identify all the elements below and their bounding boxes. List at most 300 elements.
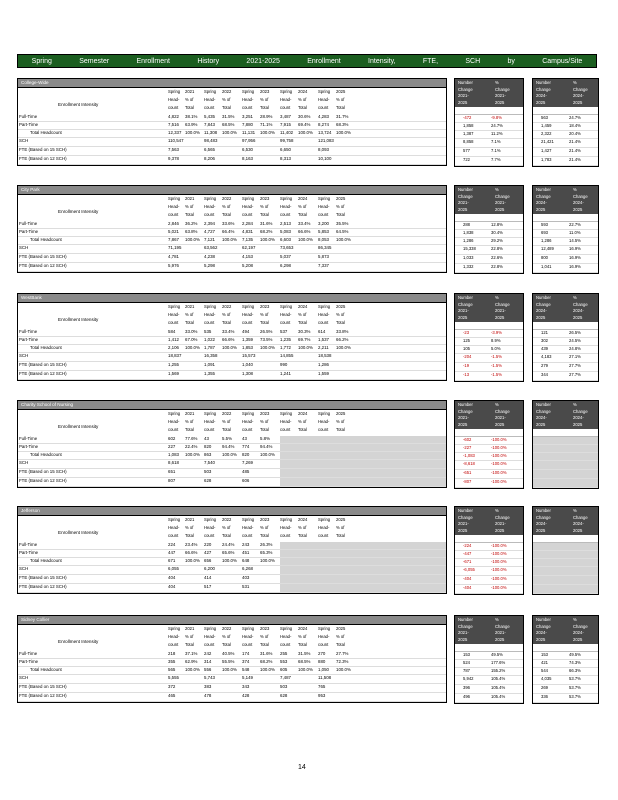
row-label: FTE (Based on 12 SCH) <box>19 371 67 376</box>
change-header-label: Number <box>536 187 551 192</box>
change-header-label: Change <box>573 86 588 92</box>
spacer <box>455 644 523 652</box>
change-row <box>455 148 523 157</box>
column-header: count <box>318 212 329 217</box>
column-header: Total <box>222 642 231 647</box>
cell-value: 68.5% <box>298 659 311 664</box>
change-header-label: 2021- <box>495 200 506 205</box>
column-header: % of <box>260 525 269 530</box>
cell-value: 243 <box>242 542 250 547</box>
cell-value: 1,083 <box>168 452 179 457</box>
change-value: 22.8% <box>491 246 503 251</box>
row-label: Part-Time <box>19 337 39 342</box>
cell-value: 2,513 <box>280 221 291 226</box>
change-header <box>533 186 598 214</box>
change-header-label: Change <box>536 86 551 92</box>
change-header-label: Number <box>536 508 551 513</box>
column-header: 2022 <box>222 517 232 522</box>
change-header-label: 2025 <box>536 99 546 105</box>
change-row <box>455 346 523 354</box>
cell-value: 63,562 <box>204 245 218 250</box>
change-header-label: % <box>573 80 577 85</box>
table-header <box>18 303 446 329</box>
cell-value: 7,269 <box>242 460 253 465</box>
column-header: % of <box>336 312 345 317</box>
cell-value: 774 <box>242 444 250 449</box>
spacer <box>455 214 523 222</box>
column-header: Head- <box>168 634 180 639</box>
cell-value: 4,153 <box>242 254 253 259</box>
column-header: % of <box>222 204 231 209</box>
column-header: Spring <box>318 517 331 522</box>
change-value: 2,322 <box>541 131 552 136</box>
change-header-label: Change <box>573 514 588 520</box>
change-header-label: % <box>573 187 577 192</box>
cell-value: 11,131 <box>242 130 256 135</box>
change-value: -8,618 <box>463 461 475 466</box>
row-label: FTE (Based on 12 SCH) <box>19 478 67 483</box>
column-header: % of <box>336 525 345 530</box>
column-header: Total <box>222 427 231 432</box>
table-row <box>18 542 446 550</box>
change-row <box>455 131 523 139</box>
change-value: 12.8% <box>491 222 503 227</box>
column-header: Spring <box>242 304 255 309</box>
cell-value: 270 <box>318 651 326 656</box>
column-header: Total <box>336 212 345 217</box>
change-value: 1,286 <box>463 238 474 243</box>
cell-value: 1,853 <box>242 345 253 350</box>
change-value: 787 <box>463 668 470 673</box>
change-row <box>533 437 598 445</box>
cell-value: 6,055 <box>168 566 179 571</box>
change-header-label: Change <box>536 514 551 520</box>
change-header-label: 2024- <box>573 415 584 420</box>
change-header-label: % <box>495 187 499 192</box>
empty-cells <box>280 436 446 443</box>
column-header: Total <box>298 427 307 432</box>
row-label: SCH <box>19 675 29 680</box>
cell-value: 343 <box>242 684 250 689</box>
cell-value: 26.5% <box>260 329 273 334</box>
cell-value: 8,206 <box>204 156 215 161</box>
change-header-label: Change <box>495 623 510 629</box>
change-value: 16.9% <box>569 246 581 251</box>
section-title: City Park <box>18 186 446 195</box>
cell-value: 5.8% <box>260 436 271 441</box>
cell-value: 404 <box>168 584 176 589</box>
column-header: % of <box>185 525 194 530</box>
change-row <box>455 585 523 594</box>
change-row <box>533 479 598 488</box>
cell-value: 1,559 <box>318 371 329 376</box>
change-row <box>533 660 598 668</box>
change-value: 421 <box>541 660 548 665</box>
change-row <box>455 685 523 694</box>
column-header: Head- <box>318 97 330 102</box>
row-label: Total Headcount <box>30 558 62 563</box>
row-label: FTE (Based on 15 SCH) <box>19 362 67 367</box>
cell-value: 7,843 <box>204 122 215 127</box>
change-header-label: Number <box>458 402 473 407</box>
cell-value: 372 <box>168 684 176 689</box>
change-value: 288 <box>463 222 470 227</box>
empty-cells <box>280 558 446 565</box>
column-header: count <box>168 320 179 325</box>
cell-value: 10,100 <box>318 156 332 161</box>
cell-value: 31.5% <box>222 114 235 119</box>
cell-value: 1,412 <box>168 337 179 342</box>
column-header: Total <box>298 642 307 647</box>
change-header-label: Change <box>536 408 551 414</box>
change-header-label: 2025 <box>495 527 505 533</box>
cell-value: 8,093 <box>318 147 329 152</box>
column-header: % of <box>222 634 231 639</box>
cell-value: 66.6% <box>185 550 198 555</box>
row-label: FTE (Based on 15 SCH) <box>19 254 67 259</box>
column-header: 2024 <box>298 411 308 416</box>
cell-value: 628 <box>280 693 288 698</box>
cell-value: 3,251 <box>242 114 253 119</box>
column-header: Head- <box>242 204 254 209</box>
cell-value: 99,758 <box>280 138 294 143</box>
title-word: 2021-2025 <box>246 58 280 65</box>
column-header: Spring <box>168 89 181 94</box>
change-2021-2025-table <box>454 615 524 704</box>
cell-value: 86,345 <box>318 245 332 250</box>
change-value: 279 <box>541 363 548 368</box>
column-header: Total <box>336 533 345 538</box>
cell-value: 863 <box>204 452 212 457</box>
cell-value: 537 <box>280 329 288 334</box>
cell-value: 5,555 <box>168 675 179 680</box>
main-table <box>17 506 447 594</box>
cell-value: 6,603 <box>280 237 291 242</box>
column-header: 2023 <box>260 89 270 94</box>
change-value: 1,033 <box>463 255 474 260</box>
change-header-label: Number <box>458 187 473 192</box>
change-value: 22.8% <box>491 264 503 269</box>
cell-value: 1,235 <box>280 337 291 342</box>
column-header: count <box>280 105 291 110</box>
change-value: 153 <box>541 652 548 657</box>
cell-value: 428 <box>242 693 250 698</box>
section-title: Charity School of Nursing <box>18 401 446 410</box>
change-header-label: 2025 <box>536 206 546 212</box>
change-header-label: 2024- <box>536 415 547 420</box>
change-value: -23 <box>463 330 470 335</box>
title-word: Enrollment <box>136 58 170 65</box>
cell-value: 5,149 <box>242 675 253 680</box>
change-value: 105.4% <box>491 685 506 690</box>
cell-value: 100.0% <box>336 237 351 242</box>
change-value: 49.5% <box>491 652 503 657</box>
cell-value: 100.0% <box>260 452 275 457</box>
column-header: Head- <box>204 419 216 424</box>
cell-value: 100.0% <box>298 667 313 672</box>
cell-value: 255 <box>280 651 288 656</box>
change-header-label: 2024- <box>536 630 547 635</box>
cell-value: 68.2% <box>260 229 273 234</box>
change-value: 1,387 <box>463 131 474 136</box>
change-value: 577 <box>463 148 470 153</box>
change-header-label: % <box>495 617 499 622</box>
cell-value: 485 <box>242 469 250 474</box>
change-value: 344 <box>541 372 548 377</box>
cell-value: 43 <box>204 436 209 441</box>
column-header: Head- <box>168 525 180 530</box>
change-value: 16.9% <box>569 255 581 260</box>
cell-value: 174 <box>242 651 250 656</box>
change-header-label: Change <box>458 193 473 199</box>
change-row <box>455 139 523 148</box>
cell-value: 8,163 <box>242 156 253 161</box>
change-value: 24.8% <box>569 346 581 351</box>
column-header: % of <box>260 97 269 102</box>
change-row <box>455 551 523 559</box>
table-row <box>18 693 446 702</box>
cell-value: 100.0% <box>260 667 275 672</box>
change-value: 105 <box>463 346 470 351</box>
column-header: Head- <box>204 97 216 102</box>
row-label: Part-Time <box>19 550 39 555</box>
table-row <box>18 221 446 229</box>
empty-cells <box>280 478 446 486</box>
cell-value: 100.0% <box>185 452 200 457</box>
change-value: 21.4% <box>569 157 581 162</box>
column-header: 2021 <box>185 626 195 631</box>
change-row <box>533 543 598 551</box>
change-header-label: % <box>573 508 577 513</box>
change-row <box>533 461 598 470</box>
change-value: -100.0% <box>491 576 507 581</box>
cell-value: 220 <box>204 542 212 547</box>
column-header: Head- <box>242 97 254 102</box>
column-header: Spring <box>242 411 255 416</box>
table-row <box>18 675 446 684</box>
change-value: -100.0% <box>491 470 507 475</box>
table-row <box>18 245 446 254</box>
title-word: History <box>197 58 220 65</box>
empty-cells <box>280 542 446 549</box>
change-value: 121 <box>541 330 548 335</box>
change-value: 524 <box>463 660 470 665</box>
cell-value: 628 <box>204 478 212 483</box>
table-row <box>18 353 446 362</box>
row-label: Full-Time <box>19 542 38 547</box>
cell-value: 4,238 <box>204 254 215 259</box>
cell-value: 66.4% <box>222 229 235 234</box>
column-header: 2025 <box>336 304 346 309</box>
column-header: % of <box>185 204 194 209</box>
change-value: 269 <box>541 685 548 690</box>
column-header: Spring <box>280 196 293 201</box>
column-header: Spring <box>280 626 293 631</box>
change-value: -6,055 <box>463 567 475 572</box>
change-2024-2025-table <box>532 615 599 704</box>
cell-value: 30.6% <box>298 114 311 119</box>
change-value: -100.0% <box>491 585 507 590</box>
cell-value: 33.0% <box>185 329 198 334</box>
cell-value: 100.0% <box>185 345 200 350</box>
change-value: -100.0% <box>491 551 507 556</box>
cell-value: 535 <box>204 329 212 334</box>
column-header: count <box>318 105 329 110</box>
table-row <box>18 147 446 156</box>
cell-value: 5,037 <box>280 254 291 259</box>
change-header-label: 2021- <box>495 93 506 98</box>
change-header-label: 2024- <box>573 521 584 526</box>
change-value: 24.7% <box>491 123 503 128</box>
change-value: 66.3% <box>569 668 581 673</box>
cell-value: 5,208 <box>242 263 253 268</box>
row-label: FTE (Based on 12 SCH) <box>19 693 67 698</box>
change-value: 16.9% <box>569 264 581 269</box>
change-row <box>533 470 598 479</box>
change-row <box>455 246 523 255</box>
change-row <box>455 470 523 479</box>
change-header-label: Number <box>536 402 551 407</box>
change-header-label: 2025 <box>573 527 583 533</box>
enrollment-intensity-label: Enrollment Intensity <box>58 317 99 322</box>
table-row <box>18 584 446 593</box>
cell-value: 31.6% <box>260 651 273 656</box>
change-row <box>533 676 598 685</box>
cell-value: 68.5% <box>222 122 235 127</box>
cell-value: 556 <box>204 667 212 672</box>
table-row <box>18 444 446 452</box>
column-header: Head- <box>242 525 254 530</box>
enrollment-intensity-label: Enrollment Intensity <box>58 424 99 429</box>
empty-cells <box>280 584 446 592</box>
change-value: -1.5% <box>491 363 502 368</box>
row-label: Part-Time <box>19 122 39 127</box>
cell-value: 13,724 <box>318 130 332 135</box>
row-label: Total Headcount <box>30 237 62 242</box>
cell-value: 33.4% <box>298 221 311 226</box>
change-header-label: % <box>573 295 577 300</box>
table-row <box>18 263 446 272</box>
cell-value: 7,915 <box>280 122 291 127</box>
cell-value: 374 <box>242 659 250 664</box>
cell-value: 100.0% <box>222 345 237 350</box>
change-value: 125 <box>463 338 470 343</box>
cell-value: 68.2% <box>260 659 273 664</box>
change-value: 593 <box>541 222 548 227</box>
change-header <box>533 294 598 322</box>
cell-value: 36.2% <box>185 221 198 226</box>
table-row <box>18 114 446 122</box>
cell-value: 1,022 <box>204 337 215 342</box>
column-header: 2022 <box>222 304 232 309</box>
change-header-label: 2024- <box>536 93 547 98</box>
change-header <box>455 79 523 107</box>
table-row <box>18 371 446 380</box>
table-row <box>18 436 446 444</box>
change-row <box>533 230 598 238</box>
column-header: Head- <box>280 204 292 209</box>
change-value: -671 <box>463 559 472 564</box>
cell-value: 110,547 <box>168 138 184 143</box>
cell-value: 2,284 <box>242 221 253 226</box>
cell-value: 1,050 <box>318 667 329 672</box>
empty-cells <box>280 460 446 468</box>
change-header <box>455 186 523 214</box>
row-label: FTE (Based on 12 SCH) <box>19 156 67 161</box>
change-row <box>533 668 598 676</box>
column-header: Total <box>222 212 231 217</box>
cell-value: 37.1% <box>185 651 198 656</box>
title-word: Intensity, <box>368 58 396 65</box>
cell-value: 1,241 <box>280 371 291 376</box>
change-value: 1,838 <box>463 230 474 235</box>
column-header: count <box>280 642 291 647</box>
column-header: Head- <box>280 97 292 102</box>
cell-value: 121,083 <box>318 138 334 143</box>
cell-value: 62.9% <box>185 659 198 664</box>
change-row <box>455 559 523 567</box>
change-value: -227 <box>463 445 472 450</box>
change-value: 27.7% <box>569 372 581 377</box>
change-row <box>533 255 598 264</box>
column-header: % of <box>260 419 269 424</box>
change-row <box>455 372 523 381</box>
column-header: Spring <box>204 626 217 631</box>
main-table <box>17 78 447 166</box>
row-label: Full-Time <box>19 651 38 656</box>
column-header: Total <box>222 320 231 325</box>
column-header: 2021 <box>185 89 195 94</box>
row-label: SCH <box>19 353 29 358</box>
change-value: 74.3% <box>569 660 581 665</box>
column-header: Spring <box>204 411 217 416</box>
spacer <box>533 429 598 437</box>
change-value: 1,783 <box>541 157 552 162</box>
column-header: 2023 <box>260 517 270 522</box>
change-value: 26.5% <box>569 330 581 335</box>
cell-value: 5,873 <box>318 254 329 259</box>
change-header-label: 2024- <box>573 308 584 313</box>
row-label: SCH <box>19 460 29 465</box>
cell-value: 606 <box>242 478 250 483</box>
table-row <box>18 337 446 345</box>
cell-value: 1,569 <box>168 371 179 376</box>
change-header-label: % <box>495 295 499 300</box>
cell-value: 71.1% <box>260 122 273 127</box>
cell-value: 414 <box>204 575 212 580</box>
change-row <box>455 479 523 488</box>
cell-value: 1,355 <box>204 371 215 376</box>
change-row <box>533 363 598 372</box>
change-header-label: 2021- <box>458 630 469 635</box>
change-value: 105.4% <box>491 694 506 699</box>
change-value: 27.1% <box>569 354 581 359</box>
change-value: 105.4% <box>491 676 506 681</box>
change-header <box>455 401 523 429</box>
cell-value: 55.5% <box>222 659 235 664</box>
cell-value: 4,831 <box>242 229 253 234</box>
empty-cells <box>280 444 446 451</box>
column-header: Spring <box>168 626 181 631</box>
cell-value: 100.0% <box>260 130 275 135</box>
main-table <box>17 400 447 488</box>
column-header: 2023 <box>260 411 270 416</box>
column-header: Total <box>260 642 269 647</box>
change-row <box>533 131 598 139</box>
column-header: 2025 <box>336 196 346 201</box>
cell-value: 8,618 <box>168 460 179 465</box>
change-header-label: Number <box>458 617 473 622</box>
